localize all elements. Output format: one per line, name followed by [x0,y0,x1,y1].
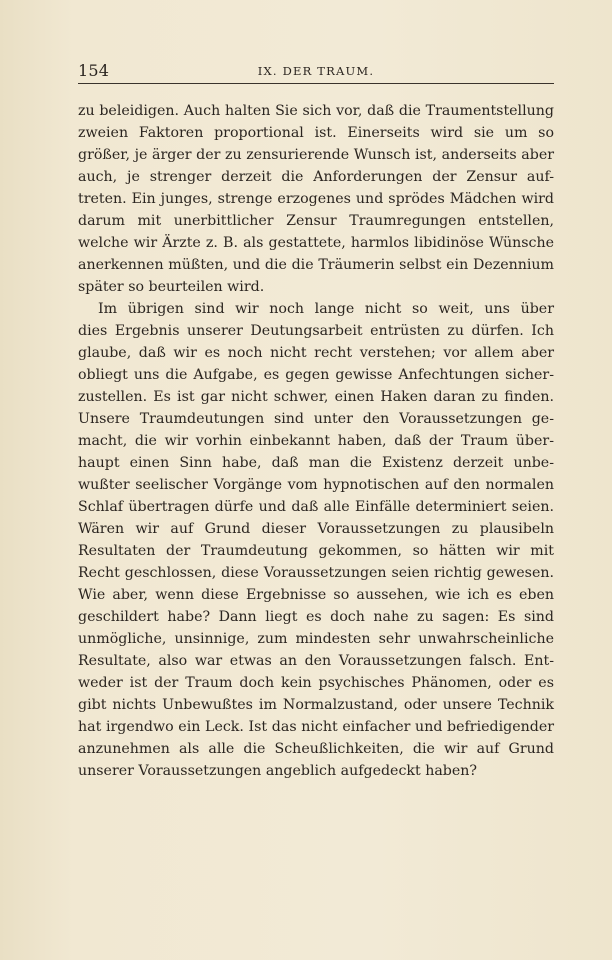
text-line: anzunehmen als alle die Scheußlichkeiten, die wir auf Grund [78,741,554,757]
text-line: Resultate, also war etwas an den Voraussetzungen falsch. Ent- [78,653,554,669]
text-line: dies Ergebnis unserer Deutungsarbeit entrüsten zu dürfen. Ich [78,323,554,339]
body-text [78,100,554,782]
text-line: zweien Faktoren proportional ist. Einerseits wird sie um so [78,125,554,141]
text-line: Wie aber, wenn diese Ergebnisse so aussehen, wie ich es eben [78,587,554,603]
text-line: zu beleidigen. Auch halten Sie sich vor, daß die Traumentstellung [78,103,554,119]
paragraph-last-line: später so beurteilen wird. [78,279,265,295]
text-line: anerkennen müßten, und die die Träumerin selbst ein Dezennium [78,257,554,273]
text-line: Wären wir auf Grund dieser Voraussetzungen zu plausibeln [78,521,554,537]
text-line: glaube, daß wir es noch nicht recht verstehen; vor allem aber [78,345,554,361]
text-line: geschildert habe? Dann liegt es doch nahe zu sagen: Es sind [78,609,554,625]
text-line: welche wir Ärzte z. B. als gestattete, harmlos libidinöse Wünsche [78,235,554,251]
text-line: haupt einen Sinn habe, daß man die Existenz derzeit unbe- [78,455,554,471]
text-line: zustellen. Es ist gar nicht schwer, einen Haken daran zu finden. [78,389,554,405]
text-line: Unsere Traumdeutungen sind unter den Voraussetzungen ge- [78,411,554,427]
header-rule [78,83,554,84]
running-head: IX. DER TRAUM. [257,64,375,78]
text-line: Schlaf übertragen dürfe und daß alle Einfälle determiniert seien. [78,499,554,515]
paragraph-first-line: Im übrigen sind wir noch lange nicht so weit, uns über [98,301,554,317]
text-line: obliegt uns die Aufgabe, es gegen gewisse Anfechtungen sicher- [78,367,554,383]
text-line: wußter seelischer Vorgänge vom hypnotischen auf den normalen [78,477,554,493]
text-line: auch, je strenger derzeit die Anforderungen der Zensur auf- [78,169,554,185]
text-line: Resultaten der Traumdeutung gekommen, so hätten wir mit [78,543,554,559]
page-header [78,60,554,82]
text-line: weder ist der Traum doch kein psychisches Phänomen, oder es [78,675,554,691]
page-number: 154 [78,61,110,80]
text-line: größer, je ärger der zu zensurierende Wunsch ist, anderseits aber [78,147,554,163]
text-line: darum mit unerbittlicher Zensur Traumregungen entstellen, [78,213,554,229]
paragraph-last-line: unserer Voraussetzungen angeblich aufgedeckt haben? [78,763,478,779]
text-line: treten. Ein junges, strenge erzogenes und sprödes Mädchen wird [78,191,554,207]
text-line: unmögliche, unsinnige, zum mindesten sehr unwahrscheinliche [78,631,554,647]
text-line: macht, die wir vorhin einbekannt haben, daß der Traum über- [78,433,554,449]
text-line: Recht geschlossen, diese Voraussetzungen seien richtig gewesen. [78,565,554,581]
text-line: gibt nichts Unbewußtes im Normalzustand, oder unsere Technik [78,697,554,713]
text-line: hat irgendwo ein Leck. Ist das nicht einfacher und befriedigender [78,719,554,735]
